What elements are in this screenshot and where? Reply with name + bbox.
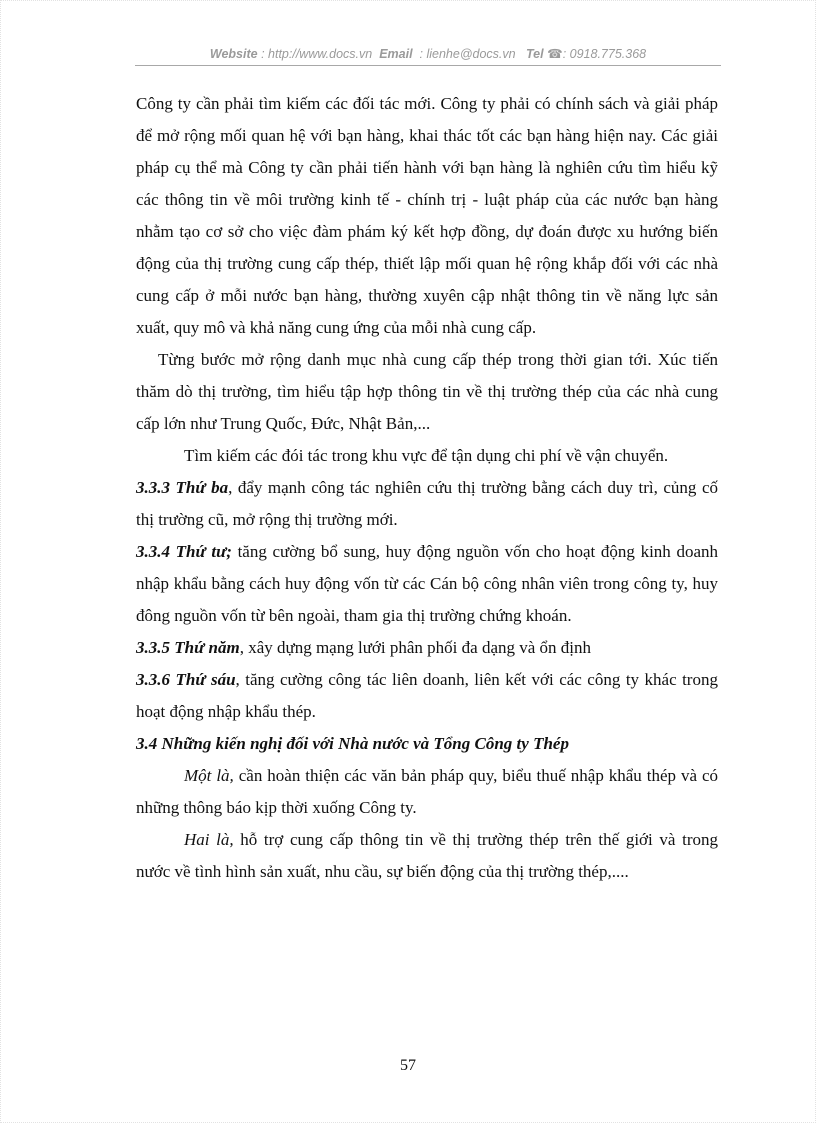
paragraph-5-text: hỗ trợ cung cấp thông tin về thị trường thép trên thế giới và trong nước về tình hình sản xuất, nhu cầu, sự biến động của thị trường thép,.... xyxy=(136,830,718,881)
section-3-4-title: 3.4 Những kiến nghị đối với Nhà nước và Tổng Công ty Thép xyxy=(136,734,569,753)
section-3-3-3-text: , đẩy mạnh công tác nghiên cứu thị trường bằng cách duy trì, củng cố thị trường cũ, mở rộng thị trường mới. xyxy=(136,478,718,529)
email-value: : lienhe@docs.vn xyxy=(419,47,516,61)
section-3-3-5-heading: 3.3.5 Thứ năm xyxy=(136,638,240,657)
section-3-3-6-heading: 3.3.6 Thứ sáu xyxy=(136,670,236,689)
section-3-3-5 xyxy=(136,632,718,664)
website-label: Website xyxy=(209,47,258,61)
header-rule xyxy=(135,65,721,66)
paragraph-4 xyxy=(136,760,718,824)
phone-icon: ☎ xyxy=(547,47,563,61)
tel-value: : 0918.775.368 xyxy=(562,47,647,61)
section-3-3-4-text: tăng cường bổ sung, huy động nguồn vốn cho hoạt động kinh doanh nhập khẩu bằng cách huy động vốn từ các Cán bộ công nhân viên trong công ty, huy đông nguồn vốn từ bên ngoài, tham gia thị trường chứng khoán. xyxy=(136,542,719,625)
section-3-3-4 xyxy=(136,536,718,632)
section-3-3-3 xyxy=(136,472,718,536)
paragraph-2: Từng bước mở rộng danh mục nhà cung cấp thép trong thời gian tới. Xúc tiến thăm dò thị trường, tìm hiểu tập hợp thông tin về thị trường thép của các nhà cung cấp lớn như Trung Quốc, Đức, Nhật Bản,... xyxy=(136,350,718,433)
email-label: Email xyxy=(379,47,413,61)
paragraph-4-lead: Một là, xyxy=(184,766,234,785)
paragraph-5 xyxy=(136,824,718,888)
website-value: : http://www.docs.vn xyxy=(261,47,373,61)
page-header xyxy=(135,46,721,61)
paragraph-1: Công ty cần phải tìm kiếm các đối tác mới. Công ty phải có chính sách và giải pháp để mở rộng mối quan hệ với bạn hàng, khai thác tốt các bạn hàng hiện nay. Các giải pháp cụ thể mà Công ty cần phải tiến hành với bạn hàng là nghiên cứu tìm hiểu kỹ các thông tin về môi trường kinh tế - chính trị - luật pháp của các nước bạn hàng nhằm tạo cơ sở cho việc đàm phám ký kết hợp đồng, dự đoán được xu hướng biến động của thị trường cung cấp thép, thiết lập mối quan hệ rộng khắp đối với các nhà cung cấp ở mỗi nước bạn hàng, thường xuyên cập nhật thông tin về năng lực sản xuất, quy mô và khả năng cung ứng của mỗi nhà cung cấp. xyxy=(136,94,718,337)
section-3-3-4-heading: 3.3.4 Thứ tư; xyxy=(136,542,232,561)
section-3-3-5-text: , xây dựng mạng lưới phân phối đa dạng và ổn định xyxy=(239,638,592,657)
paragraph-5-lead: Hai là, xyxy=(184,830,234,849)
document-body xyxy=(136,88,718,888)
section-3-3-6-text: , tăng cường công tác liên doanh, liên kết với các công ty khác trong hoạt động nhập khẩu thép. xyxy=(136,670,718,721)
section-3-3-3-heading: 3.3.3 Thứ ba xyxy=(136,478,229,497)
tel-label: Tel xyxy=(526,47,544,61)
section-3-3-6 xyxy=(136,664,718,728)
page-number: 57 xyxy=(400,1057,416,1074)
paragraph-3: Tìm kiếm các đói tác trong khu vực để tận dụng chi phí về vận chuyển. xyxy=(184,446,669,465)
paragraph-4-text: cần hoàn thiện các văn bản pháp quy, biểu thuế nhập khẩu thép và có những thông báo kịp thời xuống Công ty. xyxy=(136,766,718,817)
